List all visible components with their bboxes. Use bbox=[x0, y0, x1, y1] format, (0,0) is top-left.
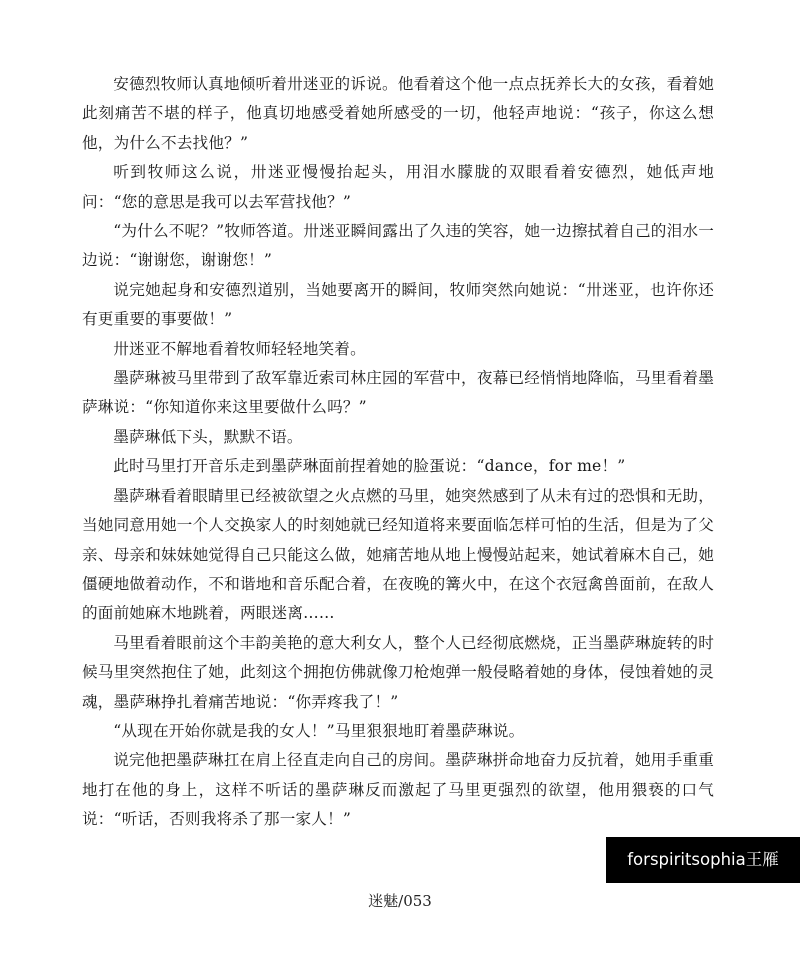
page-body bbox=[82, 70, 714, 835]
paragraph: 安德烈牧师认真地倾听着卅迷亚的诉说。他看着这个他一点点抚养长大的女孩，看着她此刻痛苦不堪的样子，他真切地感受着她所感受的一切，他轻声地说：“孩子，你这么想他，为什么不去找他？” bbox=[82, 75, 714, 152]
paragraph: 此时马里打开音乐走到墨萨琳面前捏着她的脸蛋说：“dance，for me！” bbox=[113, 457, 626, 476]
paragraph: 卅迷亚不解地看着牧师轻轻地笑着。 bbox=[113, 339, 366, 358]
watermark-label: forspiritsophia王雁 bbox=[606, 837, 800, 883]
paragraph: “从现在开始你就是我的女人！”马里狠狠地盯着墨萨琳说。 bbox=[113, 721, 525, 740]
paragraph: 说完她起身和安德烈道别，当她要离开的瞬间，牧师突然向她说：“卅迷亚，也许你还有更重要的事要做！” bbox=[82, 280, 714, 329]
page-footer: 迷魅/053 bbox=[368, 892, 432, 910]
paragraph: 听到牧师这么说，卅迷亚慢慢抬起头，用泪水朦胧的双眼看着安德烈，她低声地问：“您的意思是我可以去军营找他？” bbox=[82, 163, 714, 211]
paragraph: 墨萨琳被马里带到了敌军靠近索司林庄园的军营中，夜幕已经悄悄地降临，马里看着墨萨琳说：“你知道你来这里要做什么吗？” bbox=[82, 369, 714, 417]
paragraph: 墨萨琳低下头，默默不语。 bbox=[113, 427, 303, 446]
paragraph: 说完他把墨萨琳扛在肩上径直走向自己的房间。墨萨琳拼命地奋力反抗着，她用手重重地打在他的身上，这样不听话的墨萨琳反而激起了马里更强烈的欲望，他用猥亵的口气说：“听话，否则我将杀了那一家人！” bbox=[82, 751, 714, 829]
paragraph: 墨萨琳看着眼睛里已经被欲望之火点燃的马里，她突然感到了从未有过的恐惧和无助，当她同意用她一个人交换家人的时刻她就已经知道将来要面临怎样可怕的生活，但是为了父亲、母亲和妹妹她觉得自己只能这么做，她痛苦地从地上慢慢站起来，她试着麻木自己，她僵硬地做着动作，不和谐地和音乐配合着，在夜晚的篝火中，在这个衣冠禽兽面前，在敌人的面前她麻木地跳着，两眼迷离…… bbox=[82, 486, 714, 623]
paragraph: 马里看着眼前这个丰韵美艳的意大利女人，整个人已经彻底燃烧，正当墨萨琳旋转的时候马里突然抱住了她，此刻这个拥抱仿佛就像刀枪炮弹一般侵略着她的身体，侵蚀着她的灵魂，墨萨琳挣扎着痛苦地说：“你弄疼我了！” bbox=[82, 633, 714, 711]
paragraph: “为什么不呢？”牧师答道。卅迷亚瞬间露出了久违的笑容，她一边擦拭着自己的泪水一边说：“谢谢您，谢谢您！” bbox=[82, 222, 714, 270]
